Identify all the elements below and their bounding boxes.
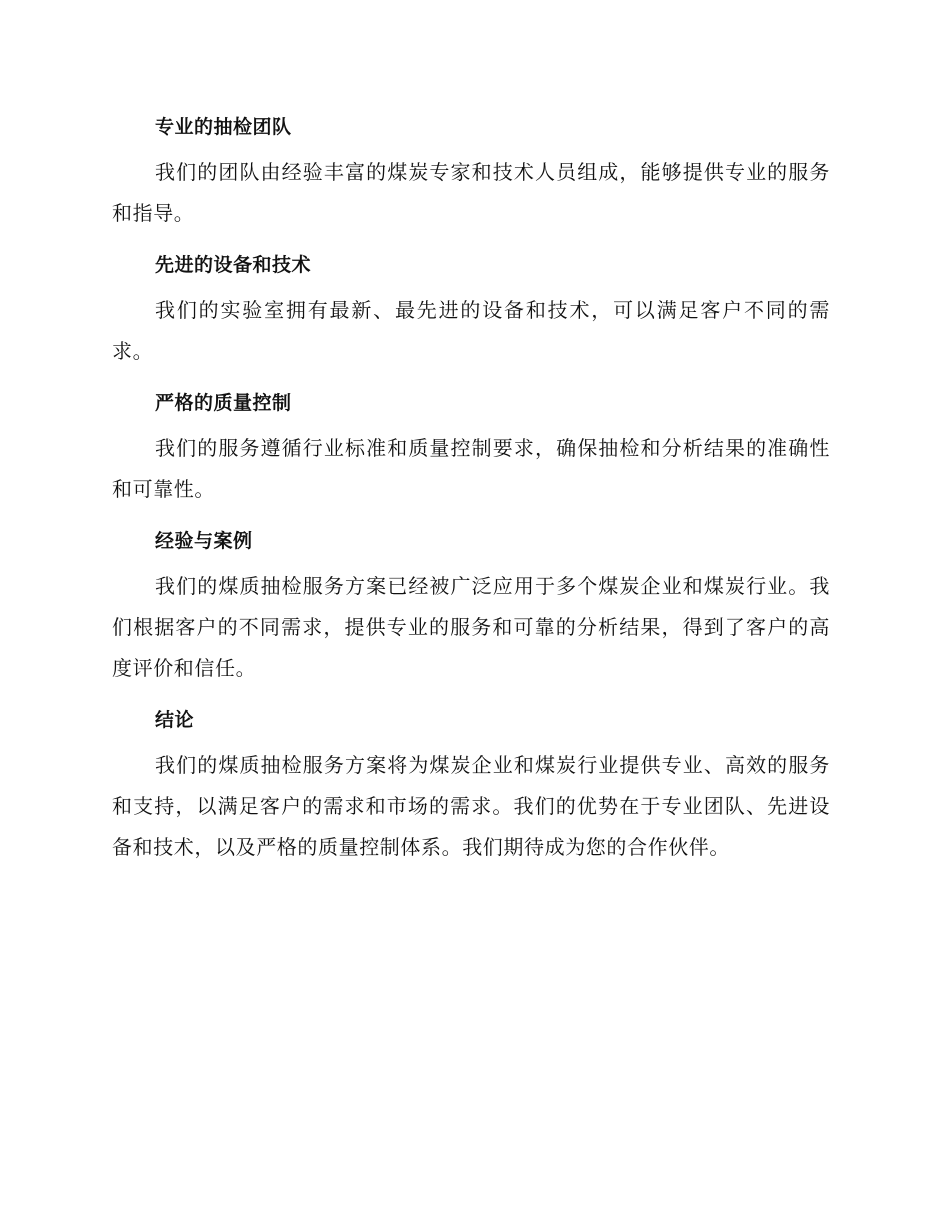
section-heading: 严格的质量控制 xyxy=(155,392,292,414)
section-paragraph: 我们的实验室拥有最新、最先进的设备和技术，可以满足客户不同的需求。 xyxy=(112,298,830,363)
section-paragraph: 我们的团队由经验丰富的煤炭专家和技术人员组成，能够提供专业的服务和指导。 xyxy=(112,160,830,225)
section-paragraph: 我们的煤质抽检服务方案将为煤炭企业和煤炭行业提供专业、高效的服务和支持，以满足客户的需求和市场的需求。我们的优势在于专业团队、先进设备和技术，以及严格的质量控制体系。我们期待成为您的合作伙伴。 xyxy=(112,753,830,859)
section-heading: 专业的抽检团队 xyxy=(155,116,292,138)
section-conclusion xyxy=(112,701,830,868)
section-paragraph: 我们的煤质抽检服务方案已经被广泛应用于多个煤炭企业和煤炭行业。我们根据客户的不同需求，提供专业的服务和可靠的分析结果，得到了客户的高度评价和信任。 xyxy=(112,574,830,680)
section-quality xyxy=(112,384,830,510)
section-heading: 经验与案例 xyxy=(155,530,253,552)
section-experience xyxy=(112,522,830,689)
section-team xyxy=(112,108,830,234)
section-heading: 结论 xyxy=(155,709,195,731)
document-page xyxy=(112,108,830,880)
section-equipment xyxy=(112,246,830,372)
section-heading: 先进的设备和技术 xyxy=(155,254,312,276)
section-paragraph: 我们的服务遵循行业标准和质量控制要求，确保抽检和分析结果的准确性和可靠性。 xyxy=(112,436,830,501)
